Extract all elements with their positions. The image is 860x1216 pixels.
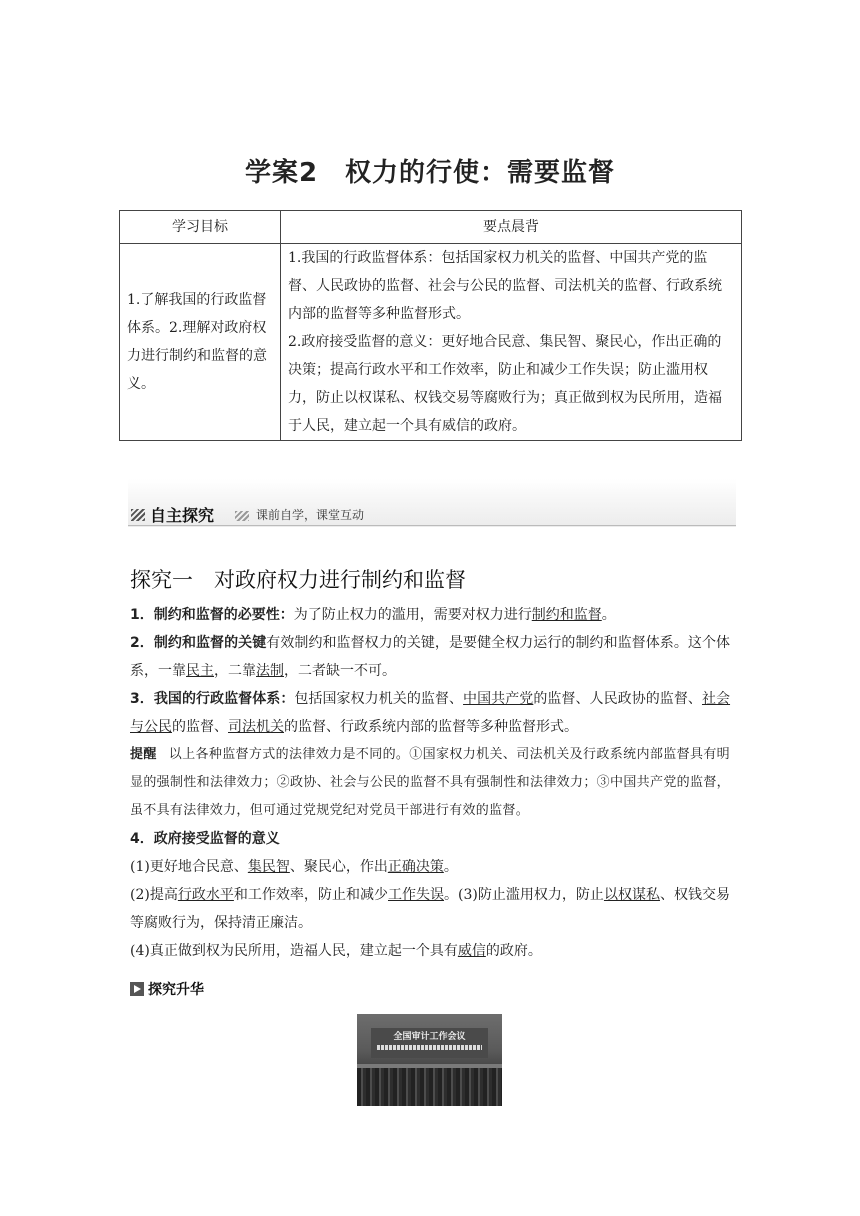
key-points-cell	[281, 244, 742, 441]
learning-goals-cell: 1.了解我国的行政监督体系。2.理解对政府权力进行制约和监督的意义。	[120, 244, 281, 441]
text-run: 的监督、	[172, 719, 228, 735]
photo-banner	[371, 1028, 488, 1058]
paragraph-lead: 1．制约和监督的必要性：	[130, 607, 294, 623]
underlined-keyword: 集民智	[247, 859, 290, 875]
play-icon	[130, 982, 144, 996]
tip-paragraph	[130, 741, 730, 825]
text-run: 的监督、行政系统内部的监督等多种监督形式。	[284, 719, 578, 735]
paragraph-point-4	[130, 937, 730, 965]
text-run: 有效制约和监督权力的关键，是要健全权力运行的制约和监督体系。这个体系，一靠	[130, 635, 730, 679]
text-run: 、聚民心，作出	[289, 859, 388, 875]
text-run: ，二靠	[214, 663, 256, 679]
learning-goals-table	[119, 210, 742, 441]
paragraph-significance	[130, 825, 730, 853]
underlined-keyword: 民主	[186, 663, 214, 679]
page-title: 学案2 权力的行使：需要监督	[244, 158, 616, 188]
table-body-row	[120, 244, 742, 441]
stripes-icon	[235, 511, 249, 521]
paragraph-point-2-3	[130, 881, 730, 937]
underlined-keyword: 工作失误	[387, 887, 445, 903]
underlined-keyword: 行政水平	[177, 887, 234, 903]
tip-text: 以上各种监督方式的法律效力是不同的。①国家权力机关、司法机关及行政系统内部监督具有明显的强制性和法律效力；②政协、社会与公民的监督不具有强制性和法律效力；③中国共产党的监督，虽不具有法律效力，但可通过党规党纪对党员干部进行有效的监督。	[130, 747, 730, 818]
underlined-keyword: 制约和监督	[531, 607, 602, 623]
text-run: ，二者缺一不可。	[284, 663, 396, 679]
subsection-title: 探究升华	[148, 982, 204, 998]
conference-photo	[357, 1014, 502, 1106]
photo-banner-subline	[377, 1045, 482, 1050]
paragraph-key	[130, 629, 730, 685]
section-content	[130, 601, 730, 965]
banner-subtitle: 课前自学，课堂互动	[256, 508, 365, 522]
header-key-points: 要点晨背	[281, 211, 742, 244]
paragraph-lead: 3．我国的行政监督体系：	[130, 691, 295, 707]
section-banner	[128, 479, 736, 527]
key-point-1: 1.我国的行政监督体系：包括国家权力机关的监督、中国共产党的监督、人民政协的监督、社会与公民的监督、司法机关的监督、行政系统内部的监督等多种监督形式。	[288, 250, 722, 322]
stripes-icon	[131, 509, 145, 521]
text-run: (4)真正做到权为民所用，造福人民，建立起一个具有	[130, 943, 458, 959]
underlined-keyword: 威信	[457, 943, 486, 959]
underlined-keyword: 司法机关	[228, 719, 284, 735]
text-run: 。	[601, 607, 616, 623]
text-run: 的监督、人民政协的监督、	[533, 691, 702, 707]
underlined-keyword: 正确决策	[387, 859, 444, 875]
text-run: 为了防止权力的滥用，需要对权力进行	[293, 607, 532, 623]
photo-crowd	[357, 1068, 502, 1106]
section-heading: 探究一 对政府权力进行制约和监督	[130, 568, 466, 592]
paragraph-necessity	[130, 601, 730, 629]
paragraph-lead: 2．制约和监督的关键	[130, 635, 267, 651]
text-run: 。(3)防止滥用权力，防止	[444, 887, 604, 903]
text-run: 包括国家权力机关的监督、	[294, 691, 464, 707]
subsection-heading	[130, 979, 204, 999]
text-run: 的政府。	[485, 943, 542, 959]
banner-title: 自主探究	[150, 506, 215, 525]
header-learning-goals: 学习目标	[120, 211, 281, 244]
text-run: 、权钱交易等腐败行为，保持清正廉洁。	[130, 887, 730, 931]
underlined-keyword: 中国共产党	[463, 691, 534, 707]
text-run: 。	[443, 859, 458, 875]
divider	[128, 525, 736, 526]
text-run: (1)更好地合民意、	[130, 859, 248, 875]
paragraph-lead: 4．政府接受监督的意义	[130, 831, 280, 847]
paragraph-point-1	[130, 853, 730, 881]
key-point-2: 2.政府接受监督的意义：更好地合民意、集民智、聚民心，作出正确的决策；提高行政水平和工作效率，防止和减少工作失误；防止滥用权力，防止以权谋私、权钱交易等腐败行为；真正做到权为民所用，造福于人民，建立起一个具有威信的政府。	[288, 334, 722, 434]
underlined-keyword: 法制	[256, 663, 284, 679]
photo-banner-text: 全国审计工作会议	[393, 1032, 466, 1042]
tip-label: 提醒	[130, 747, 157, 762]
text-run: 和工作效率，防止和减少	[233, 887, 388, 903]
paragraph-system	[130, 685, 730, 741]
table-header-row	[120, 211, 742, 244]
underlined-keyword: 以权谋私	[603, 887, 660, 903]
text-run: (2)提高	[130, 887, 178, 903]
underlined-keyword: 社会与公民	[130, 691, 731, 735]
